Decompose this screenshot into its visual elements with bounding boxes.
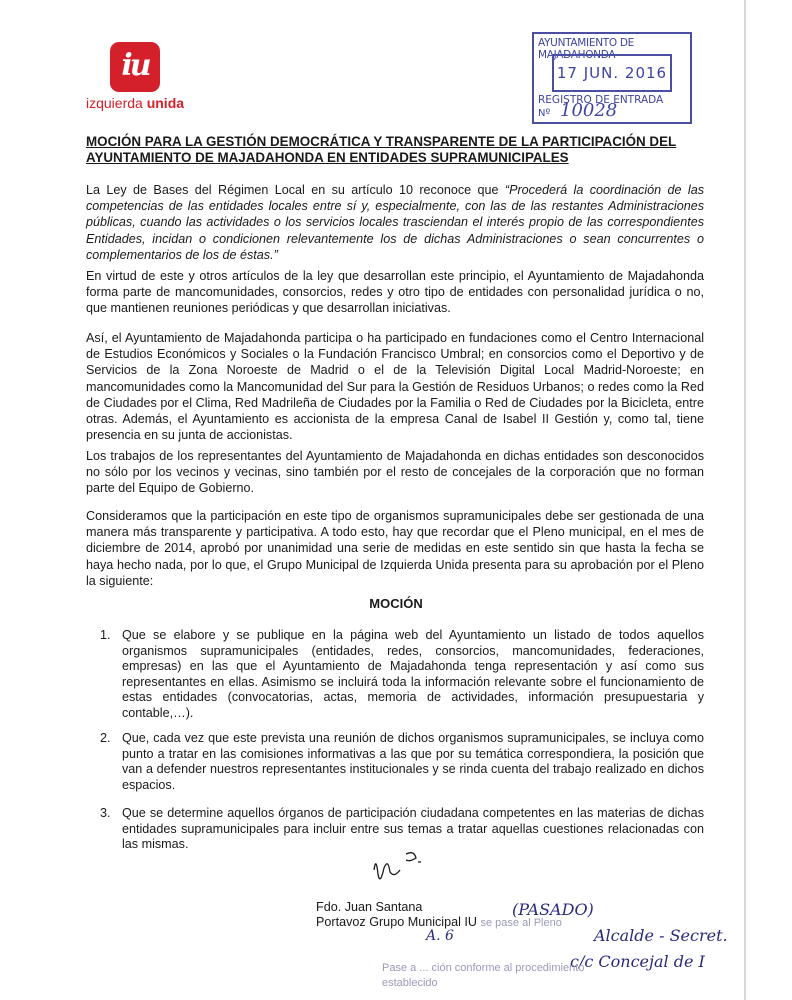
motion-item-text: Que se elabore y se publique en la página web del Ayuntamiento un listado de todos aquellos organismos supramunicipales (entidades, redes, consorcios, mancomunidades, federaciones, empresas) en las que el Ayuntamiento de Majadahonda tenga representación y así como sus representantes en ellas. Asimismo se incluirá toda la información relevante sobre el funcionamiento de estas entidades (convocatorias, actas, memoria de actividades, información presupuestaria y contable,…). bbox=[122, 628, 704, 720]
stamp-header: AYUNTAMIENTO DE MAJADAHONDA bbox=[538, 37, 634, 61]
signer-name: Fdo. Juan Santana bbox=[316, 900, 423, 914]
paragraph-1 bbox=[86, 182, 704, 263]
motion-item-number: 2. bbox=[100, 731, 111, 745]
motion-item bbox=[100, 731, 704, 793]
handwritten-pasado: (PASADO) bbox=[512, 900, 594, 919]
faint-annotation: se pase al Pleno bbox=[480, 917, 562, 929]
motion-item bbox=[100, 628, 704, 721]
stamp-registry-label: REGISTRO DE ENTRADA bbox=[538, 94, 664, 106]
paragraph-2: En virtud de este y otros artículos de la ley que desarrollan este principio, el Ayuntamiento de Majadahonda forma parte de mancomunidades, consorcios, redes y otro tipo de entidades con personalidad jurídica o no, que mantienen reuniones periódicas y que desarrollan iniciativas. bbox=[86, 269, 704, 316]
stamp-number: 10028 bbox=[560, 100, 618, 121]
motion-item-number: 3. bbox=[100, 806, 111, 820]
paragraph-1-quote: “Procederá la coordinación de las competencias de las entidades locales entre sí y, especialmente, con las de las restantes Administraciones públicas, cuando las actividades o los servicios locales trasciendan el interés propio de las correspondientes Entidades, incidan o condicionen relevantemente los de dichas Administraciones o sean concurrentes o complementarios de los de éstas.” bbox=[86, 183, 704, 262]
paragraph-5: Consideramos que la participación en este tipo de organismos supramunicipales debe ser gestionada de una manera más transparente y participativa. A todo esto, hay que recordar que el Pleno municipal, en el mes de diciembre de 2014, aprobó por unanimidad una serie de medidas en este sentido sin que hasta la fecha se haya hecho nada, por lo que, el Grupo Municipal de Izquierda Unida presenta para su aprobación por el Pleno la siguiente: bbox=[86, 509, 704, 588]
faint-stamp-line: Pase a ... ción conforme al procedimiento bbox=[382, 962, 585, 974]
registry-stamp bbox=[532, 32, 692, 124]
stamp-number-label: Nº bbox=[538, 108, 551, 119]
motion-item bbox=[100, 806, 704, 853]
logo-text-bold: unida bbox=[146, 95, 185, 111]
handwritten-signature bbox=[370, 848, 440, 888]
stamp-date-box bbox=[552, 54, 672, 92]
paragraph-3: Así, el Ayuntamiento de Majadahonda participa o ha participado en fundaciones como el Centro Internacional de Estudios Económicos y Sociales o la Fundación Francisco Umbral; en consorcios como el Deportivo y de Servicios de la Zona Noroeste de Madrid o el de la Televisión Digital Local Madrid-Noroeste; en mancomunidades como la Mancomunidad del Sur para la Gestión de Residuos Urbanos; o redes como la Red de Ciudades por el Clima, Red Madrileña de Ciudades por la Familia o Red de Ciudades por la Bicicleta, entre otras. Además, el Ayuntamiento es accionista de la empresa Canal de Isabel II Gestión y, como tal, tiene presencia en su junta de accionistas. bbox=[86, 331, 704, 443]
motion-item-text: Que, cada vez que este prevista una reunión de dichos organismos supramunicipales, se incluya como punto a tratar en las comisiones informativas a las que por su temática correspondiera, la posición que van a defender nuestros representantes institucionales y se rinda cuenta del trabajo realizado en dichos espacios. bbox=[122, 731, 704, 792]
stamp-date: 17 JUN. 2016 bbox=[556, 64, 668, 82]
handwritten-alcalde: Alcalde - Secret. bbox=[594, 926, 728, 945]
izquierda-unida-logo bbox=[110, 42, 160, 92]
paragraph-4: Los trabajos de los representantes del Ayuntamiento de Majadahonda en dichas entidades son desconocidos no sólo por los vecinos y vecinas, sino también por el resto de concejales de la corporación que no forman parte del Equipo de Gobierno. bbox=[86, 449, 704, 496]
motion-item-number: 1. bbox=[100, 628, 111, 642]
page-edge-line bbox=[744, 0, 746, 1000]
logo-mark: iu bbox=[121, 48, 149, 83]
logo-wordmark bbox=[86, 95, 184, 111]
paragraph-1-intro: La Ley de Bases del Régimen Local en su artículo 10 reconoce que bbox=[86, 183, 505, 197]
logo-text-light: izquierda bbox=[86, 95, 147, 111]
handwritten-concejal: c/c Concejal de I bbox=[570, 952, 705, 971]
handwritten-a6: A. 6 bbox=[426, 928, 454, 944]
signer-role-text: Portavoz Grupo Municipal IU bbox=[316, 915, 477, 929]
faint-stamp-line: establecido bbox=[382, 977, 438, 989]
motion-heading: MOCIÓN bbox=[369, 596, 423, 611]
document-title: MOCIÓN PARA LA GESTIÓN DEMOCRÁTICA Y TRANSPARENTE DE LA PARTICIPACIÓN DEL AYUNTAMIENTO DE MAJADAHONDA EN ENTIDADES SUPRAMUNICIPALES bbox=[86, 134, 677, 165]
motion-item-text: Que se determine aquellos órganos de participación ciudadana competentes en las materias de dichas entidades supramunicipales para incluir entre sus temas a tratar aquellas cuestiones relacionadas con las mismas. bbox=[122, 806, 704, 851]
